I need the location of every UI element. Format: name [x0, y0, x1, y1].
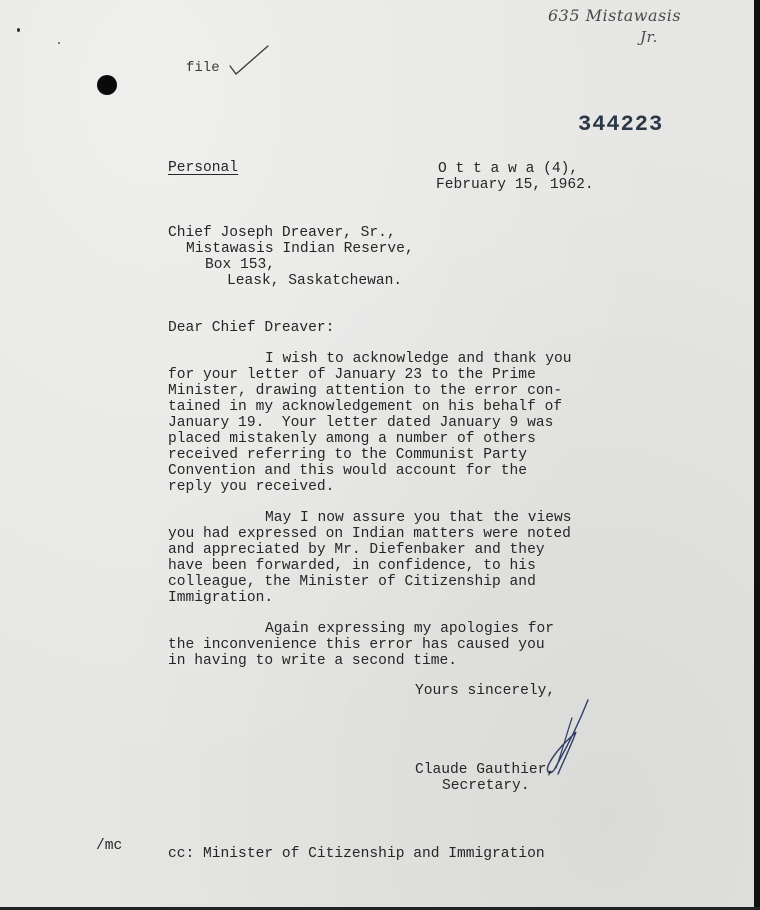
paragraph-line: for your letter of January 23 to the Prime	[168, 367, 536, 383]
paragraph-line: Convention and this would account for the	[168, 463, 528, 479]
letter-date: February 15, 1962.	[436, 177, 594, 193]
paragraph-line: placed mistakenly among a number of others	[168, 431, 536, 447]
paragraph-line: reply you received.	[168, 479, 335, 495]
paragraph-line: have been forwarded, in confidence, to his	[168, 558, 536, 574]
signer-name: Claude Gauthier,	[415, 762, 556, 778]
recipient-line: Leask, Saskatchewan.	[227, 273, 403, 289]
paragraph-line: Minister, drawing attention to the error con-	[168, 383, 563, 399]
paragraph-line: Immigration.	[168, 590, 274, 606]
speck	[58, 42, 60, 44]
paragraph-line: the inconvenience this error has caused you	[168, 637, 545, 653]
paragraph-line: January 19. Your letter dated January 9 was	[168, 415, 554, 431]
paragraph-line: tained in my acknowledgement on his behalf of	[168, 399, 563, 415]
salutation: Dear Chief Dreaver:	[168, 320, 335, 336]
recipient-line: Chief Joseph Dreaver, Sr.,	[168, 225, 396, 241]
handwritten-reference: 635 Mistawasis	[548, 6, 682, 25]
letter-place: O t t a w a (4),	[438, 161, 579, 177]
speck	[17, 28, 20, 32]
document-number-stamp: 344223	[578, 112, 664, 137]
check-mark-icon	[226, 44, 272, 78]
paragraph-line: colleague, the Minister of Citizenship and	[168, 574, 536, 590]
paragraph-line: you had expressed on Indian matters were noted	[168, 526, 571, 542]
typist-initials: /mc	[96, 838, 123, 854]
personal-marking: Personal	[168, 160, 239, 176]
cc-line: cc: Minister of Citizenship and Immigration	[168, 846, 545, 862]
closing: Yours sincerely,	[415, 683, 556, 699]
recipient-line: Mistawasis Indian Reserve,	[186, 241, 414, 257]
recipient-line: Box 153,	[205, 257, 276, 273]
paragraph-line: received referring to the Communist Party	[168, 447, 528, 463]
paragraph-line: and appreciated by Mr. Diefenbaker and they	[168, 542, 545, 558]
signer-title: Secretary.	[442, 778, 530, 794]
scan-edge-right	[754, 0, 760, 910]
paragraph-line: May I now assure you that the views	[265, 510, 572, 526]
punch-hole	[97, 75, 117, 95]
handwritten-reference-suffix: Jr.	[640, 28, 658, 46]
paragraph-line: Again expressing my apologies for	[265, 621, 555, 637]
paragraph-line: I wish to acknowledge and thank you	[265, 351, 572, 367]
paragraph-line: in having to write a second time.	[168, 653, 458, 669]
file-note: file	[186, 60, 220, 76]
